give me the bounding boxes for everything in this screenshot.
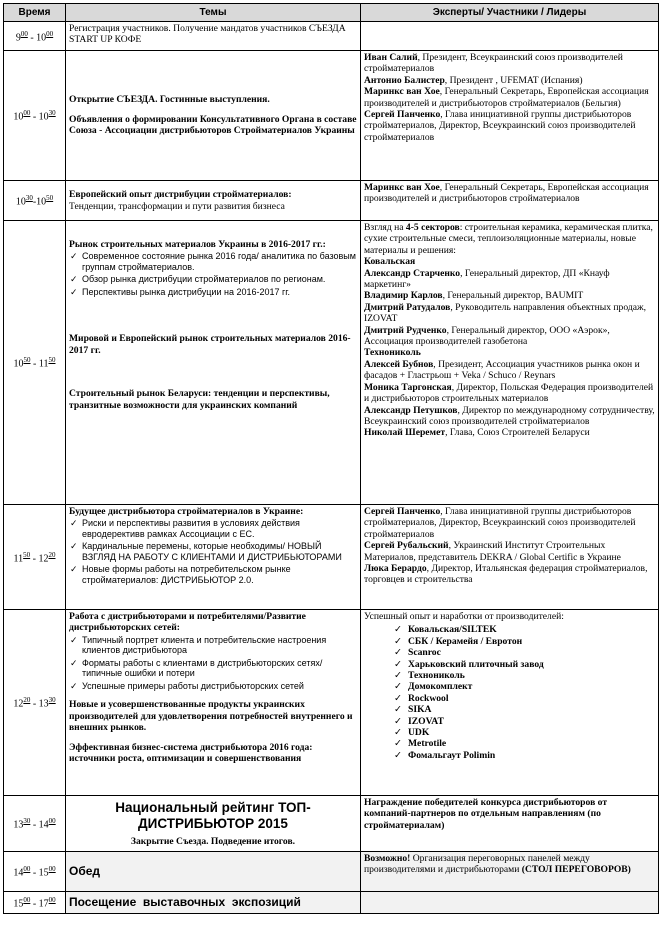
topic-heading: Работа с дистрибьюторами и потребителями/Развитие дистрибьюторских сетей: xyxy=(69,611,306,634)
experts-cell xyxy=(361,221,659,505)
schedule-row xyxy=(4,852,659,892)
expert-entry: Николай Шеремет, Глава, Союз Строителей Беларуси xyxy=(364,427,590,439)
checkmark-icon: ✓ xyxy=(394,647,403,659)
topic-cell xyxy=(66,181,361,221)
topic-text: Тенденции, трансформации и пути развития бизнеса xyxy=(69,200,285,212)
checkmark-icon: ✓ xyxy=(70,680,78,691)
checkmark-icon: ✓ xyxy=(70,274,78,285)
expert-entry: Сергей Панченко, Глава инициативной группы дистрибьюторов стройматериалов, Директор, Всеукраинский союз производителей стройматериалов xyxy=(364,109,636,143)
schedule-row xyxy=(4,51,659,181)
list-item: ✓ СБК / Керамейя / Евротон xyxy=(394,635,523,647)
topic-heading: Мировой и Европейский рынок строительных материалов 2016-2017 гг. xyxy=(69,333,351,356)
checkmark-icon: ✓ xyxy=(394,681,403,693)
experts-text: Награждение победителей конкурса дистрибьюторов от компаний-партнеров по отдельным направлениям (по стройматериалам) xyxy=(364,797,608,831)
schedule-row xyxy=(4,221,659,505)
topic-checklist xyxy=(69,635,357,692)
topic-heading: Европейский опыт дистрибуции стройматериалов: xyxy=(69,189,292,201)
list-item: ✓ IZOVAT xyxy=(394,715,444,727)
expert-entry: Дмитрий Рудченко, Генеральный директор, ООО «Аэрок», Ассоциация производителей газобетона xyxy=(364,324,610,348)
topic-text: Регистрация участников. Получение мандатов участников СЪЕЗДА START UP КОФЕ xyxy=(69,23,346,46)
checkmark-icon: ✓ xyxy=(70,657,78,668)
list-item: ✓ Обзор рынка дистрибуции стройматериалов по регионам. xyxy=(70,274,326,285)
time-cell: $14^{00} - 15^{00}$ xyxy=(4,852,66,892)
schedule-row xyxy=(4,796,659,852)
experts-cell xyxy=(361,22,659,51)
experts-cell xyxy=(361,181,659,221)
checkmark-icon: ✓ xyxy=(394,635,403,647)
topic-subheading: Закрытие Съезда. Подведение итогов. xyxy=(130,836,296,847)
checkmark-icon: ✓ xyxy=(394,738,403,750)
topic-heading: Рынок строительных материалов Украины в 2016-2017 гг.: xyxy=(69,239,326,250)
experts-text: Возможно! Организация переговорных панелей между производителями и дистрибьюторами (СТОЛ ПЕРЕГОВОРОВ) xyxy=(364,853,631,876)
checkmark-icon: ✓ xyxy=(394,704,403,716)
list-item: ✓ Риски и перспективы развития в условиях действия евродерективв рамках Ассоциации с ЕС. xyxy=(70,518,300,539)
topic-cell xyxy=(66,221,361,505)
expert-entry: Александр Петушков, Директор по международному сотрудничеству, Всеукраинский союз производителей стройматериалов xyxy=(364,404,655,427)
checkmark-icon: ✓ xyxy=(394,727,403,739)
topic-heading: Эффективная бизнес-система дистрибьютора 2016 года: источники роста, оптимизации и совершенствования xyxy=(69,741,313,764)
list-item: ✓ Фомальгаут Polimin xyxy=(394,749,496,761)
experts-cell xyxy=(361,892,659,914)
list-item: ✓ Домокомплект xyxy=(394,681,473,693)
experts-cell xyxy=(361,796,659,852)
topic-heading: Обед xyxy=(69,863,101,878)
time-cell: $13^{30} - 14^{00}$ xyxy=(4,796,66,852)
schedule-row xyxy=(4,610,659,796)
topic-cell xyxy=(66,610,361,796)
expert-entry: Владимир Карлов, Генеральный директор, BAUMIT xyxy=(364,290,584,302)
list-item: ✓ Scanroc xyxy=(394,647,441,659)
topic-checklist xyxy=(69,518,357,585)
experts-cell xyxy=(361,852,659,892)
list-item: ✓ Metrotile xyxy=(394,738,447,750)
header-row xyxy=(4,4,659,22)
checkmark-icon: ✓ xyxy=(394,715,403,727)
experts-intro: Успешный опыт и наработки от производителей: xyxy=(364,611,564,622)
expert-entry: Маринкс ван Хое, Генеральный Секретарь, Европейская ассоциация производителей и дистрибьюторов стройматериалов xyxy=(364,182,649,205)
schedule-row xyxy=(4,181,659,221)
checkmark-icon: ✓ xyxy=(394,670,403,682)
time-cell: $12^{20} - 13^{30}$ xyxy=(4,610,66,796)
list-item: ✓ Новые формы работы на потребительском рынке стройматериалов: ДИСТРИБЬЮТОР 2.0. xyxy=(70,564,291,585)
topic-heading: Открытие СЪЕЗДА. Гостинные выступления. xyxy=(69,94,270,106)
topic-heading: Посещение выставочных экспозиций xyxy=(69,894,301,909)
expert-entry: Технониколь xyxy=(364,347,421,359)
schedule-row xyxy=(4,892,659,914)
experts-cell xyxy=(361,505,659,610)
topic-cell xyxy=(66,796,361,852)
expert-entry: Ковальская xyxy=(364,256,416,268)
time-cell: $10^{30}-10^{50}$ xyxy=(4,181,66,221)
time-cell: $10^{00} - 10^{30}$ xyxy=(4,51,66,181)
topic-cell xyxy=(66,505,361,610)
list-item: ✓ UDK xyxy=(394,727,430,739)
header-experts: Эксперты/ Участники / Лидеры xyxy=(361,4,659,22)
checkmark-icon: ✓ xyxy=(70,541,78,552)
list-item: ✓ SIKA xyxy=(394,704,432,716)
experts-cell xyxy=(361,51,659,181)
schedule-row xyxy=(4,22,659,51)
checkmark-icon: ✓ xyxy=(394,749,403,761)
checkmark-icon: ✓ xyxy=(394,692,403,704)
list-item: ✓ Харьковский плиточный завод xyxy=(394,658,544,670)
checkmark-icon: ✓ xyxy=(394,624,403,636)
expert-entry: Дмитрий Ратудалов, Руководитель направления объектных продаж, IZOVAT xyxy=(364,301,647,325)
checkmark-icon: ✓ xyxy=(70,518,78,529)
topic-heading: Объявления о формировании Консультативного Органа в составе Союза - Ассоциации дистрибьюторов Стройматериалов Украины xyxy=(69,113,357,137)
expert-entry: Сергей Рубальский, Украинский Институт Строительных Материалов, представитель DEKRA / Global Certific в Украине xyxy=(364,540,621,563)
topic-cell xyxy=(66,892,361,914)
expert-entry: Антонио Балистер, Президент , UFEMAT (Испания) xyxy=(364,74,583,86)
time-cell: $11^{50} - 12^{20}$ xyxy=(4,505,66,610)
topic-heading: Будущее дистрибьютора стройматериалов в Украине: xyxy=(69,506,304,517)
list-item: ✓ Rockwool xyxy=(394,692,449,704)
topic-cell xyxy=(66,852,361,892)
expert-entry: Маринкс ван Хое, Генеральный Секретарь, Европейская ассоциация производителей и дистрибьюторов стройматериалов (Бельгия) xyxy=(364,86,649,109)
checkmark-icon: ✓ xyxy=(70,634,78,645)
list-item: ✓ Кардинальные перемены, которые необходимы/ НОВЫЙ ВЗГЛЯД НА РАБОТУ С КЛИЕНТАМИ И ДИСТРИБЬЮТОРАМИ xyxy=(70,541,342,562)
checkmark-icon: ✓ xyxy=(394,658,403,670)
list-item: ✓ Технониколь xyxy=(394,670,465,682)
schedule-table xyxy=(3,3,659,914)
expert-entry: Сергей Панченко, Глава инициативной группы дистрибьюторов стройматериалов, Директор, Всеукраинский союз производителей стройматериалов xyxy=(364,506,636,540)
checkmark-icon: ✓ xyxy=(70,564,78,575)
expert-entry: Моника Таргонская, Директор, Польская Федерация производителей и дистрибьюторов строительных материалов xyxy=(364,381,654,405)
list-item: ✓ Перспективы рынка дистрибуции на 2016-2017 гг. xyxy=(70,286,290,297)
topic-heading: Национальный рейтинг ТОП-ДИСТРИБЬЮТОР 2015 xyxy=(115,800,311,831)
header-time: Время xyxy=(4,4,66,22)
list-item: ✓ Ковальская/SILTEK xyxy=(394,624,497,636)
topic-checklist xyxy=(69,251,357,297)
time-cell: $15^{00} - 17^{00}$ xyxy=(4,892,66,914)
list-item: ✓ Форматы работы с клиентами в дистрибьюторских сетях/ типичные ошибки и потери xyxy=(70,657,323,679)
experts-intro: Взгляд на 4-5 секторов: строительная керамика, керамическая плитка, сухие строительные смеси, теплоизоляционные материалы, новые материалы и решения: xyxy=(364,222,653,256)
expert-entry: Люка Берардо, Директор, Итальянская федерация стройматериалов, торговцев и строительства xyxy=(364,563,648,586)
time-cell: $9^{00} - 10^{00}$ xyxy=(4,22,66,51)
time-cell: $10^{50} - 11^{50}$ xyxy=(4,221,66,505)
expert-entry: Иван Салий, Президент, Всеукраинский союз производителей стройматериалов xyxy=(364,52,623,75)
experts-cell xyxy=(361,610,659,796)
topic-cell xyxy=(66,22,361,51)
list-item: ✓ Успешные примеры работы дистрибьюторских сетей xyxy=(70,680,304,691)
checkmark-icon: ✓ xyxy=(70,286,78,297)
expert-entry: Александр Старченко, Генеральный директор, ДП «Кнауф маркетинг» xyxy=(364,267,610,291)
topic-heading: Новые и усовершенствованные продукты украинских производителей для удовлетворения потребностей внутреннего и внешних рынков. xyxy=(69,699,353,734)
list-item: ✓ Типичный портрет клиента и потребительские настроения клиентов дистрибьютора xyxy=(70,634,327,656)
checkmark-icon: ✓ xyxy=(70,251,78,262)
brand-list xyxy=(364,624,655,761)
expert-entry: Алексей Бубнов, Президент, Ассоциация участников рынка окон и фасадов + Гластрьош + Veka / Schuco / Reynars xyxy=(364,358,640,382)
schedule-row xyxy=(4,505,659,610)
list-item: ✓ Современное состояние рынка 2016 года/ аналитика по базовым группам стройматериалов. xyxy=(70,251,356,272)
topic-heading: Строительный рынок Беларуси: тенденции и перспективы, транзитные возможности для украинских компаний xyxy=(69,388,330,411)
topic-cell xyxy=(66,51,361,181)
header-topics: Темы xyxy=(66,4,361,22)
